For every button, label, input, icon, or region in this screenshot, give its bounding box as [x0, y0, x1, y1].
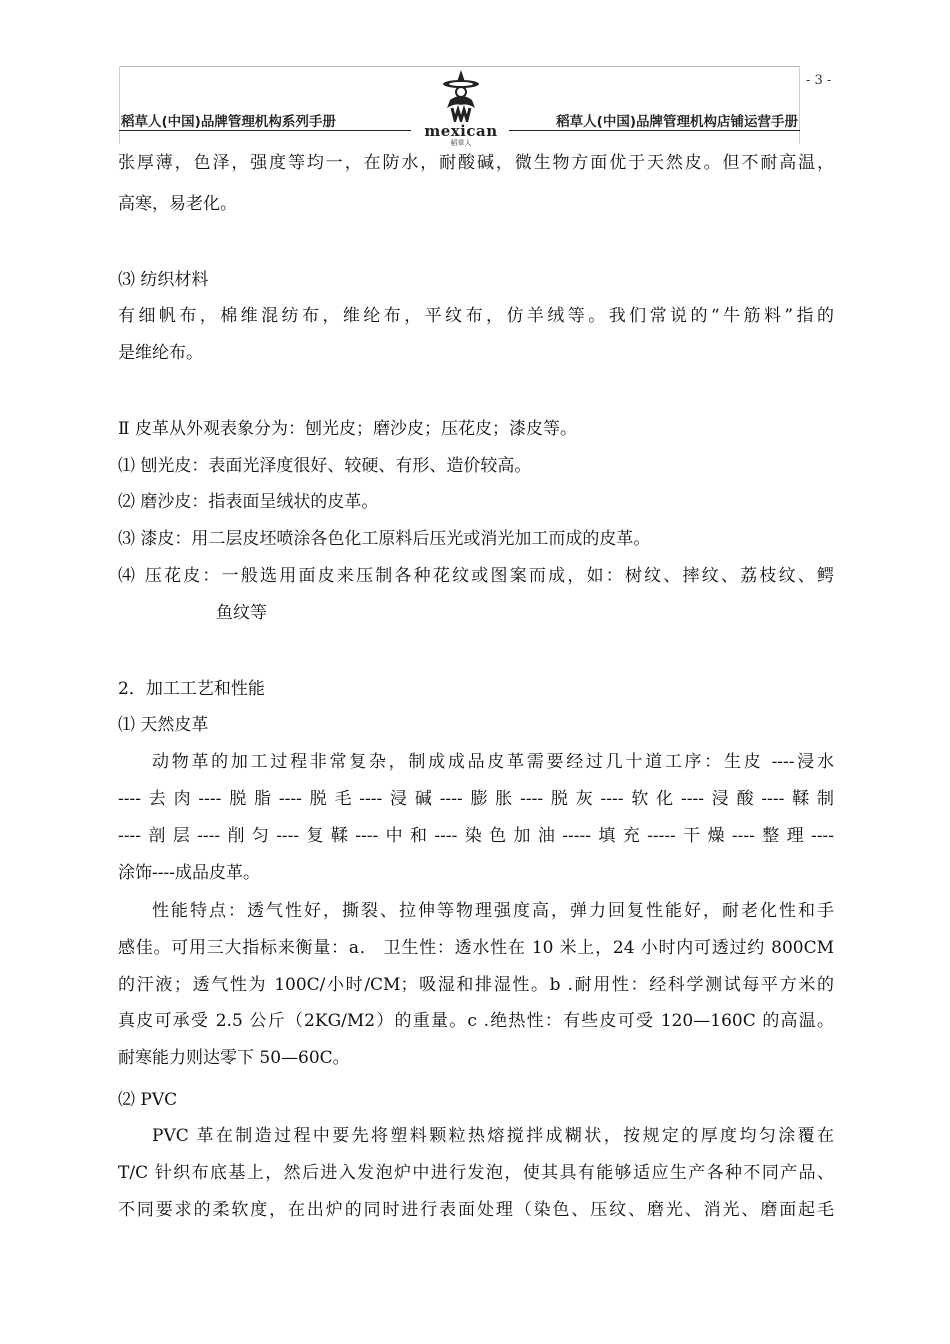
section-heading: Ⅱ 皮革从外观表象分为：刨光皮；磨沙皮；压花皮；漆皮等。 — [118, 419, 577, 439]
body-line: 涂饰----成品皮革。 — [118, 863, 260, 883]
list-item: ⑶ 漆皮：用二层皮坯喷涂各色化工原料后压光或消光加工而成的皮革。 — [118, 529, 651, 549]
section-heading: ⑶ 纺织材料 — [118, 270, 209, 290]
section-heading: 2．加工工艺和性能 — [118, 679, 265, 699]
logo-brand-chinese: 稻草人 — [450, 139, 472, 147]
page-header — [119, 66, 800, 147]
body-line: 的汗液；透气性为 100C/小时/CM；吸湿和排湿性。b .耐用性：经科学测试每平方米的 — [118, 975, 834, 995]
body-line: 感佳。可用三大指标来衡量：a． 卫生性：透水性在 10 米上，24 小时内可透过约 800CM — [118, 938, 834, 958]
logo-brand-name: mexican — [424, 122, 498, 140]
header-right-title: 稻草人(中国)品牌管理机构店铺运营手册 — [556, 114, 798, 130]
list-item: ⑷ 压花皮：一般选用面皮来压制各种花纹或图案而成，如：树纹、摔纹、荔枝纹、鳄 — [118, 566, 834, 586]
body-line: ----剖层----削匀----复鞣----中和----染色加油-----填充-----干燥----整理---- — [118, 826, 834, 846]
body-line: 耐寒能力则达零下 50—60C。 — [118, 1048, 350, 1068]
body-line: 有细帆布，棉维混纺布，维纶布，平纹布，仿羊绒等。我们常说的“牛筋料”指的 — [118, 306, 834, 326]
scarecrow-sombrero-logo-icon — [437, 68, 485, 122]
body-line: PVC 革在制造过程中要先将塑料颗粒热熔搅拌成糊状，按规定的厚度均匀涂覆在 — [152, 1126, 834, 1146]
list-item-continuation: 鱼纹等 — [216, 603, 267, 623]
brand-logo — [419, 68, 503, 147]
header-rule-left — [119, 130, 411, 131]
body-line: 性能特点：透气性好，撕裂、拉伸等物理强度高，弹力回复性能好，耐老化性和手 — [152, 901, 834, 921]
body-line: 高寒，易老化。 — [118, 194, 237, 214]
body-line: 是维纶布。 — [118, 343, 203, 363]
body-line: 不同要求的柔软度，在出炉的同时进行表面处理（染色、压纹、磨光、消光、磨面起毛 — [118, 1200, 834, 1220]
header-left-title: 稻草人(中国)品牌管理机构系列手册 — [121, 114, 336, 130]
header-frame-top — [119, 66, 800, 67]
body-line: 动物革的加工过程非常复杂，制成成品皮革需要经过几十道工序：生皮 ----浸水 — [152, 752, 834, 772]
header-frame-left — [119, 66, 120, 144]
list-item: ⑵ 磨沙皮：指表面呈绒状的皮革。 — [118, 492, 379, 512]
header-rule-right — [509, 130, 800, 131]
header-frame-right — [799, 66, 800, 144]
body-line: 张厚薄，色泽，强度等均一，在防水，耐酸碱，微生物方面优于天然皮。但不耐高温， — [118, 153, 834, 173]
body-line: 真皮可承受 2.5 公斤（2KG/M2）的重量。c .绝热性：有些皮可受 120—160C 的高温。 — [118, 1011, 834, 1031]
subsection-heading: ⑴ 天然皮革 — [118, 715, 209, 735]
body-line: ----去肉----脱脂----脱毛----浸碱----膨胀----脱灰----软化----浸酸----鞣制 — [118, 789, 834, 809]
subsection-heading: ⑵ PVC — [118, 1090, 178, 1110]
page-number: - 3 - — [806, 73, 832, 88]
list-item: ⑴ 刨光皮：表面光泽度很好、较硬、有形、造价较高。 — [118, 456, 532, 476]
body-line: T/C 针织布底基上，然后进入发泡炉中进行发泡，使其具有能够适应生产各种不同产品、 — [118, 1163, 834, 1183]
